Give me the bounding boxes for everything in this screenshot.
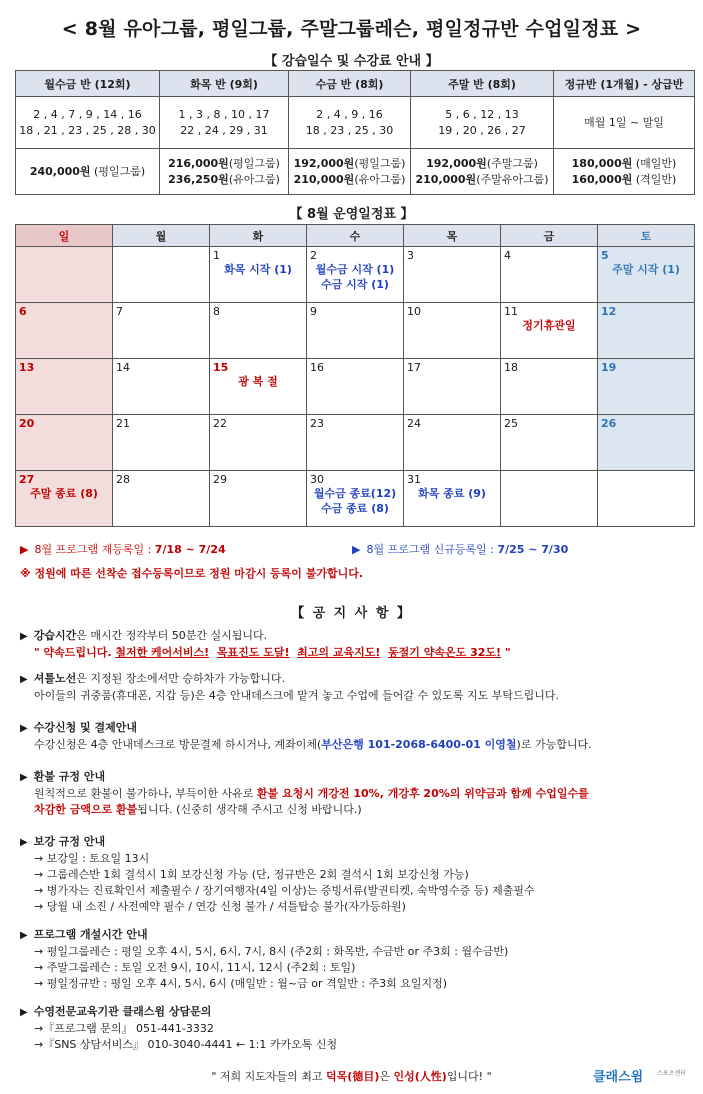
calendar-week-row <box>16 415 695 471</box>
calendar-event: 주말 시작 (1) <box>612 263 680 276</box>
fee-table <box>15 70 695 195</box>
calendar-day-cell <box>598 247 695 303</box>
calendar-day-cell <box>307 471 404 527</box>
day-number: 24 <box>407 417 421 430</box>
day-number: 22 <box>213 417 227 430</box>
weekday-header: 목 <box>404 225 501 247</box>
calendar-day-cell <box>210 415 307 471</box>
page-title: < 8월 유아그룹, 평일그룹, 주말그룹레슨, 평일정규반 수업일정표 > <box>61 18 642 40</box>
weekday-header: 화 <box>210 225 307 247</box>
schedule-calendar <box>15 224 695 527</box>
class-dates: 2 , 4 , 7 , 9 , 14 , 16 18 , 21 , 23 , 25 , 28 , 30 <box>16 97 160 149</box>
calendar-day-cell <box>598 359 695 415</box>
calendar-day-cell <box>501 415 598 471</box>
calendar-week-row <box>16 247 695 303</box>
calendar-day-cell <box>16 359 113 415</box>
notice-shuttle: ▶ 셔틀노선은 지정된 장소에서만 승하차가 가능합니다. 아이들의 귀중품(휴대폰, 지갑 등)은 4층 안내데스크에 맡겨 놓고 수업에 들어갈 수 있도록 지도 부탁드립니다. <box>20 672 559 702</box>
day-number: 5 <box>601 249 609 262</box>
day-number: 4 <box>504 249 511 262</box>
class-price: 192,000원(평일그룹) 210,000원(유아그룹) <box>289 149 411 195</box>
triangle-right-icon: ▶ <box>20 930 28 941</box>
fee-header-row <box>16 71 695 97</box>
calendar-event: 광 복 절 <box>238 375 278 388</box>
footer-motto: " 저희 지도자들의 최고 덕목(德目)은 인성(人性)입니다! " <box>211 1070 492 1083</box>
fee-dates-row <box>16 97 695 149</box>
re-registration: ▶ 8월 프로그램 재등록일 : 7/18 ~ 7/24 <box>20 543 226 556</box>
calendar-day-cell <box>598 415 695 471</box>
calendar-day-cell <box>113 415 210 471</box>
calendar-day-cell <box>210 359 307 415</box>
day-number: 29 <box>213 473 227 486</box>
day-number: 1 <box>213 249 220 262</box>
calendar-day-cell <box>404 303 501 359</box>
new-registration: ▶ 8월 프로그램 신규등록일 : 7/25 ~ 7/30 <box>352 543 569 556</box>
class-price: 216,000원(평일그룹) 236,250원(유아그룹) <box>160 149 289 195</box>
weekday-header: 토 <box>598 225 695 247</box>
day-number: 2 <box>310 249 317 262</box>
class-dates: 1 , 3 , 8 , 10 , 17 22 , 24 , 29 , 31 <box>160 97 289 149</box>
triangle-right-icon: ▶ <box>20 772 28 783</box>
day-number: 28 <box>116 473 130 486</box>
day-number: 18 <box>504 361 518 374</box>
calendar-event: 월수금 시작 (1) <box>315 263 395 276</box>
weekday-header-row <box>16 225 695 247</box>
day-number: 13 <box>19 361 35 374</box>
triangle-right-icon: ▶ <box>20 837 28 848</box>
fee-header: 주말 반 (8회) <box>411 71 554 97</box>
calendar-day-cell <box>16 471 113 527</box>
fee-section-title: 【 강습일수 및 수강료 안내 】 <box>264 54 439 69</box>
day-number: 7 <box>116 305 123 318</box>
fee-header: 수금 반 (8회) <box>289 71 411 97</box>
day-number: 16 <box>310 361 324 374</box>
calendar-day-cell <box>307 415 404 471</box>
day-number: 21 <box>116 417 130 430</box>
calendar-week-row <box>16 471 695 527</box>
day-number: 19 <box>601 361 617 374</box>
calendar-event: 화목 종료 (9) <box>418 487 486 500</box>
triangle-right-icon: ▶ <box>20 723 28 734</box>
day-number: 6 <box>19 305 27 318</box>
day-number: 25 <box>504 417 518 430</box>
weekday-header: 월 <box>113 225 210 247</box>
notice-contact: ▶ 수영전문교육기관 클래스윔 상담문의 →『프로그램 문의』 051-441-3332 →『SNS 상담서비스』 010-3040-4441 ← 1:1 카카오톡 신청 <box>20 1005 338 1051</box>
calendar-day-cell <box>307 247 404 303</box>
weekday-header: 금 <box>501 225 598 247</box>
calendar-day-cell <box>598 303 695 359</box>
calendar-day-cell <box>210 303 307 359</box>
calendar-day-cell <box>16 247 113 303</box>
calendar-day-cell <box>307 303 404 359</box>
calendar-day-cell <box>404 471 501 527</box>
day-number: 23 <box>310 417 324 430</box>
calendar-day-cell <box>404 415 501 471</box>
class-dates: 5 , 6 , 12 , 13 19 , 20 , 26 , 27 <box>411 97 554 149</box>
notice-refund: ▶ 환불 규정 안내 원칙적으로 환불이 불가하나, 부득이한 사유로 환불 요청시 개강전 10%, 개강후 20%의 위약금과 함께 수업일수를 차감한 금액으로 환불됩니다. (신중히 생각해 주시고 신청 바랍니다.) <box>20 770 589 816</box>
notice-makeup: ▶ 보강 규정 안내 → 보강일 : 토요일 13시 → 그룹레슨반 1회 결석시 1회 보강신청 가능 (단, 정규반은 2회 결석시 1회 보강신청 가능) → 병가자는 진료확인서 제출필수 / 장기여행자(4일 이상)는 증빙서류(발권티켓, 숙박영수증 등) 제출필수 → 당월 내 소진 / 사전예약 필수 / 연강 신청 불가 / 셔틀탑승 불가(자가등하원) <box>20 835 535 913</box>
calendar-day-cell <box>16 303 113 359</box>
calendar-week-row <box>16 359 695 415</box>
day-number: 17 <box>407 361 421 374</box>
class-dates: 매월 1일 ~ 말일 <box>554 97 695 149</box>
calendar-event: 수금 종료 (8) <box>321 502 389 515</box>
day-number: 27 <box>19 473 35 486</box>
day-number: 30 <box>310 473 324 486</box>
calendar-event: 화목 시작 (1) <box>224 263 292 276</box>
class-price: 240,000원 (평일그룹) <box>16 149 160 195</box>
notice-program-times: ▶ 프로그램 개설시간 안내 → 평일그룹레슨 : 평일 오후 4시, 5시, 6시, 7시, 8시 (주2회 : 화목반, 수금반 or 주3회 : 월수금반) → 주말그룹레슨 : 토일 오전 9시, 10시, 11시, 12시 (주2회 : 토일) → 평일정규반 : 평일 오후 4시, 5시, 6시 (매일반 : 월~금 or 격일반 : 주3회 요일지정) <box>20 928 509 990</box>
calendar-day-cell <box>501 471 598 527</box>
day-number: 11 <box>504 305 518 318</box>
day-number: 9 <box>310 305 317 318</box>
calendar-day-cell <box>501 303 598 359</box>
triangle-right-icon: ▶ <box>352 543 361 556</box>
calendar-day-cell <box>598 471 695 527</box>
calendar-event: 월수금 종료(12) <box>313 487 397 500</box>
class-price: 192,000원(주말그룹) 210,000원(주말유아그룹) <box>411 149 554 195</box>
calendar-day-cell <box>404 359 501 415</box>
calendar-day-cell <box>307 359 404 415</box>
calendar-day-cell <box>113 359 210 415</box>
day-number: 20 <box>19 417 35 430</box>
calendar-event: 정기휴관일 <box>522 319 576 332</box>
fee-header: 화목 반 (9회) <box>160 71 289 97</box>
day-number: 31 <box>407 473 421 486</box>
calendar-day-cell <box>113 471 210 527</box>
calendar-day-cell <box>210 247 307 303</box>
day-number: 3 <box>407 249 414 262</box>
calendar-day-cell <box>113 247 210 303</box>
triangle-right-icon: ▶ <box>20 543 29 556</box>
fee-header: 월수금 반 (12회) <box>16 71 160 97</box>
triangle-right-icon: ▶ <box>20 674 28 685</box>
calendar-title: 【 8월 운영일정표 】 <box>289 207 414 222</box>
day-number: 12 <box>601 305 617 318</box>
day-number: 15 <box>213 361 229 374</box>
calendar-event: 주말 종료 (8) <box>30 487 98 500</box>
notice-payment: ▶ 수강신청 및 결제안내 수강신청은 4층 안내데스크로 방문결제 하시거나, 계좌이체(부산은행 101-2068-6400-01 이영철)로 가능합니다. <box>20 721 592 751</box>
day-number: 8 <box>213 305 220 318</box>
class-dates: 2 , 4 , 9 , 16 18 , 23 , 25 , 30 <box>289 97 411 149</box>
day-number: 10 <box>407 305 421 318</box>
fee-price-row <box>16 149 695 195</box>
calendar-day-cell <box>210 471 307 527</box>
capacity-warning: ※ 정원에 따른 선착순 접수등록이므로 정원 마감시 등록이 불가합니다. <box>20 567 364 580</box>
calendar-day-cell <box>404 247 501 303</box>
day-number: 26 <box>601 417 617 430</box>
notice-class-time: ▶ 강습시간은 매시간 정각부터 50분간 실시됩니다. " 약속드립니다. 철저한 케어서비스! 목표진도 도달! 최고의 교육지도! 동절기 약속온도 32도! " <box>20 629 511 659</box>
calendar-day-cell <box>16 415 113 471</box>
weekday-header: 일 <box>16 225 113 247</box>
triangle-right-icon: ▶ <box>20 631 28 642</box>
class-price: 180,000원 (매일반) 160,000원 (격일반) <box>554 149 695 195</box>
calendar-day-cell <box>113 303 210 359</box>
classwim-logo: 클래스윔 스포츠센터 <box>593 1070 686 1085</box>
fee-header: 정규반 (1개월) - 상급반 <box>554 71 695 97</box>
calendar-day-cell <box>501 247 598 303</box>
day-number: 14 <box>116 361 130 374</box>
calendar-day-cell <box>501 359 598 415</box>
weekday-header: 수 <box>307 225 404 247</box>
triangle-right-icon: ▶ <box>20 1007 28 1018</box>
calendar-event: 수금 시작 (1) <box>321 278 389 291</box>
notice-title: 【 공 지 사 항 】 <box>291 606 412 621</box>
calendar-week-row <box>16 303 695 359</box>
